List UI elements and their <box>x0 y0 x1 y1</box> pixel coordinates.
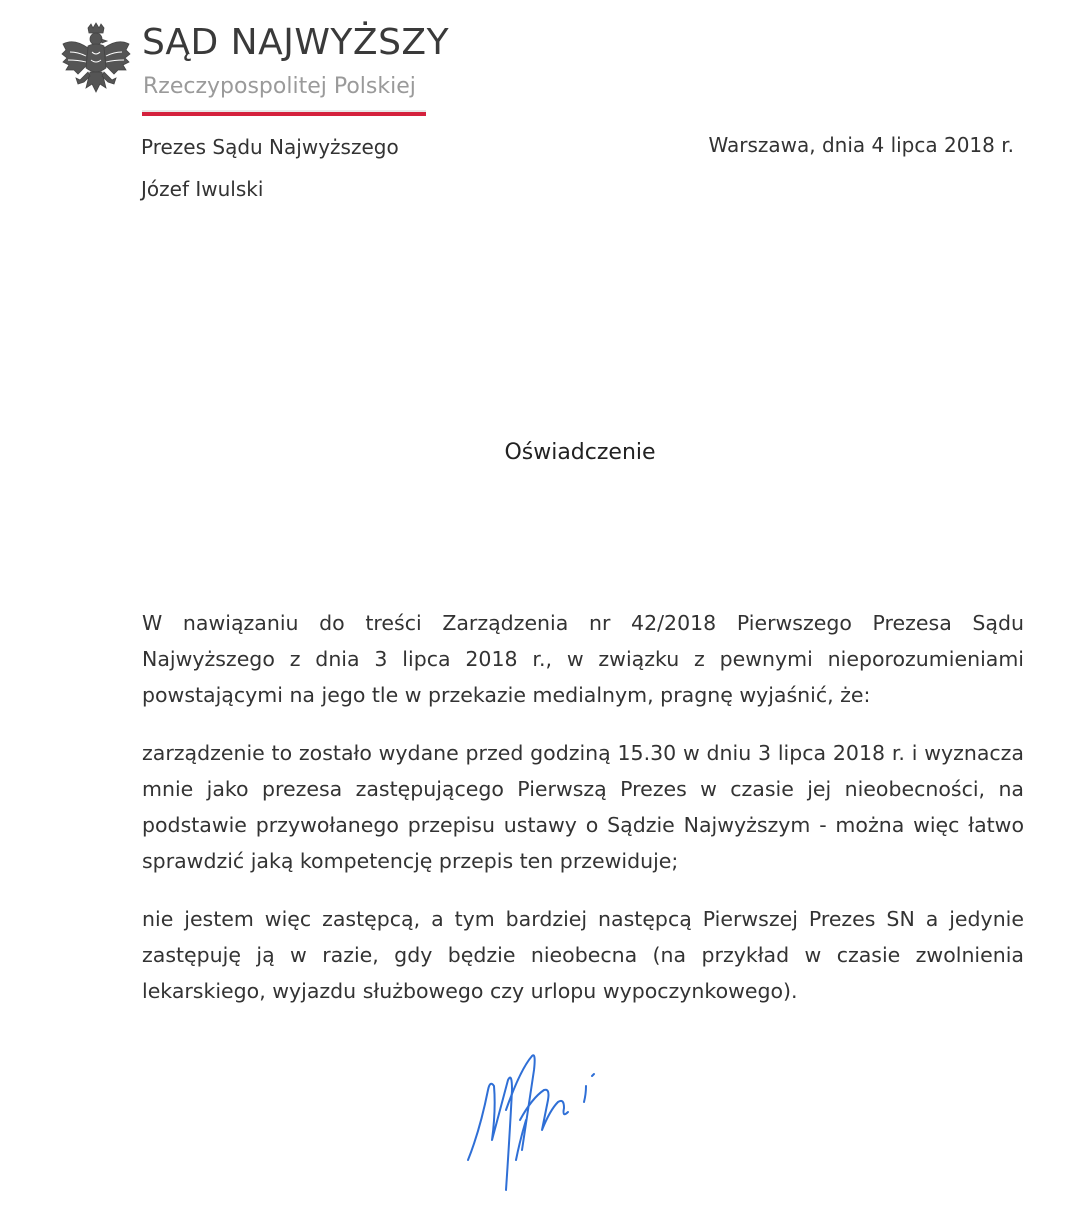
document-title: Oświadczenie <box>504 440 656 465</box>
flag-stripe <box>142 110 426 116</box>
handwritten-signature <box>460 1050 620 1200</box>
flag-stripe-red <box>142 112 426 116</box>
body-paragraph: W nawiązaniu do treści Zarządzenia nr 42/2018 Pierwszego Prezesa Sądu Najwyższego z dnia 3 lipca 2018 r., w związku z pewnymi nieporozumieniami powstającymi na jego tle w przekazie medialnym, pragnę wyjaśnić, że: <box>142 611 1024 707</box>
sender-title: Prezes Sądu Najwyższego <box>141 135 399 159</box>
document-date: Warszawa, dnia 4 lipca 2018 r. <box>708 133 1014 157</box>
sender-name: Józef Iwulski <box>141 177 264 201</box>
court-name: SĄD NAJWYŻSZY <box>142 22 450 63</box>
document-body <box>142 605 1024 1031</box>
white-eagle-emblem-icon <box>60 22 132 102</box>
court-subtitle: Rzeczypospolitej Polskiej <box>143 74 416 99</box>
body-paragraph: nie jestem więc zastępcą, a tym bardziej następcą Pierwszej Prezes SN a jedynie zastępuję ją w razie, gdy będzie nieobecna (na przykład w czasie zwolnienia lekarskiego, wyjazdu służbowego czy urlopu wypoczynkowego). <box>142 907 1024 1003</box>
body-paragraph: zarządzenie to zostało wydane przed godziną 15.30 w dniu 3 lipca 2018 r. i wyznacza mnie jako prezesa zastępującego Pierwszą Prezes w czasie jej nieobecności, na podstawie przywołanego przepisu ustawy o Sądzie Najwyższym - można więc łatwo sprawdzić jaką kompetencję przepis ten przewiduje; <box>142 741 1024 873</box>
